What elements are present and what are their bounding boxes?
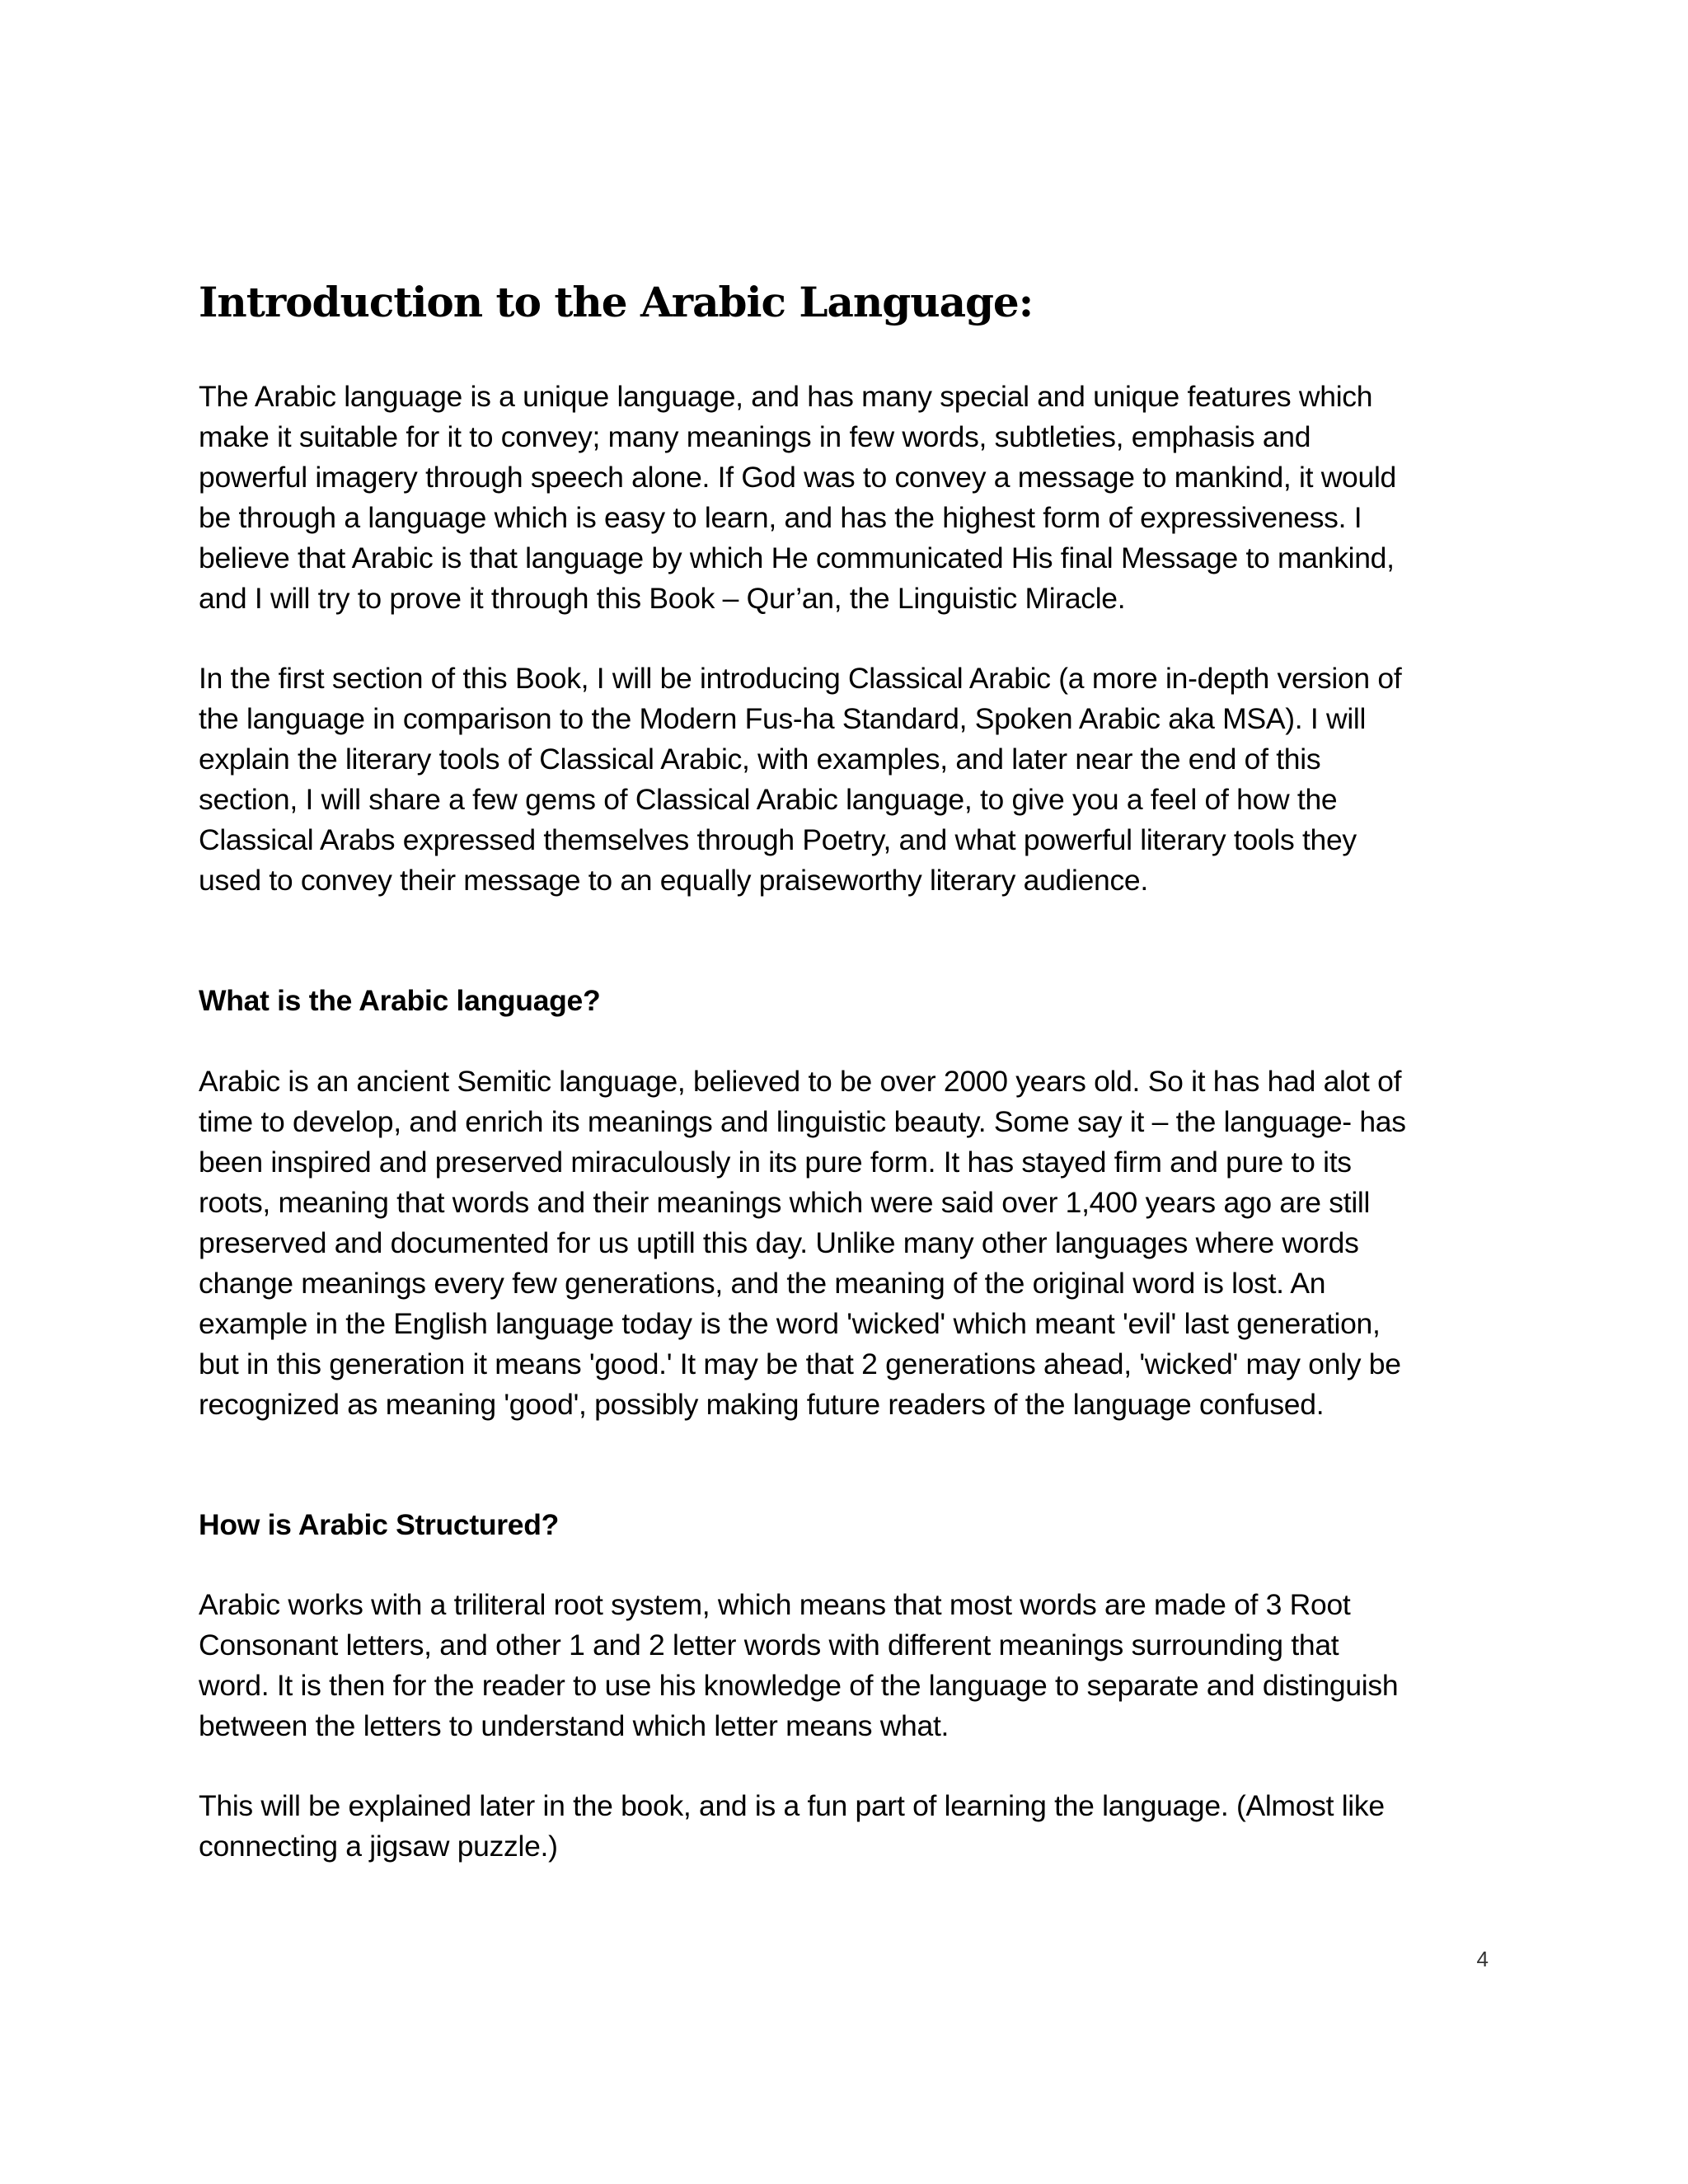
text-line: section, I will share a few gems of Classical Arabic language, to give you a feel of how the [199, 783, 1338, 816]
text-line: recognized as meaning 'good', possibly making future readers of the language confused. [199, 1388, 1325, 1421]
section-2-paragraph-1 [199, 1585, 1501, 1746]
text-line: Arabic works with a triliteral root system, which means that most words are made of 3 Root [199, 1588, 1351, 1621]
section-heading-how-structured: How is Arabic Structured? [199, 1508, 559, 1541]
text-line: powerful imagery through speech alone. If God was to convey a message to mankind, it would [199, 461, 1396, 494]
text-line: time to develop, and enrich its meanings and linguistic beauty. Some say it – the language- has [199, 1105, 1406, 1138]
text-line: change meanings every few generations, and the meaning of the original word is lost. An [199, 1267, 1326, 1300]
intro-paragraph-2 [199, 658, 1501, 901]
text-line: example in the English language today is the word 'wicked' which meant 'evil' last generation, [199, 1307, 1381, 1340]
text-line: word. It is then for the reader to use his knowledge of the language to separate and distinguish [199, 1669, 1399, 1702]
text-line: be through a language which is easy to learn, and has the highest form of expressiveness. I [199, 501, 1362, 534]
section-heading-what-is-arabic: What is the Arabic language? [199, 984, 601, 1017]
text-line: Consonant letters, and other 1 and 2 letter words with different meanings surrounding that [199, 1629, 1339, 1661]
text-line: used to convey their message to an equally praiseworthy literary audience. [199, 864, 1148, 897]
text-line: Classical Arabs expressed themselves through Poetry, and what powerful literary tools they [199, 823, 1357, 856]
page-number: 4 [1476, 1947, 1489, 1971]
text-line: preserved and documented for us uptill this day. Unlike many other languages where words [199, 1226, 1359, 1259]
text-line: explain the literary tools of Classical Arabic, with examples, and later near the end of this [199, 743, 1321, 776]
section-1-paragraph [199, 1062, 1501, 1425]
text-line: between the letters to understand which letter means what. [199, 1709, 950, 1742]
page-title: Introduction to the Arabic Language: [199, 278, 1034, 326]
intro-paragraph-1 [199, 377, 1501, 619]
text-line: believe that Arabic is that language by which He communicated His final Message to mankind, [199, 541, 1395, 574]
text-line: Arabic is an ancient Semitic language, believed to be over 2000 years old. So it has had alot of [199, 1065, 1402, 1098]
text-line: and I will try to prove it through this Book – Qur’an, the Linguistic Miracle. [199, 582, 1126, 615]
text-line: roots, meaning that words and their meanings which were said over 1,400 years ago are still [199, 1186, 1371, 1219]
section-2-paragraph-2 [199, 1786, 1501, 1867]
text-line: connecting a jigsaw puzzle.) [199, 1830, 558, 1863]
text-line: the language in comparison to the Modern Fus-ha Standard, Spoken Arabic aka MSA). I will [199, 702, 1367, 735]
text-line: make it suitable for it to convey; many meanings in few words, subtleties, emphasis and [199, 420, 1311, 453]
text-line: The Arabic language is a unique language, and has many special and unique features which [199, 380, 1373, 413]
text-line: but in this generation it means 'good.' It may be that 2 generations ahead, 'wicked' may only be [199, 1347, 1401, 1380]
text-line: In the first section of this Book, I will be introducing Classical Arabic (a more in-depth version of [199, 662, 1402, 695]
text-line: This will be explained later in the book, and is a fun part of learning the language. (Almost like [199, 1789, 1385, 1822]
text-line: been inspired and preserved miraculously in its pure form. It has stayed firm and pure to its [199, 1146, 1352, 1179]
